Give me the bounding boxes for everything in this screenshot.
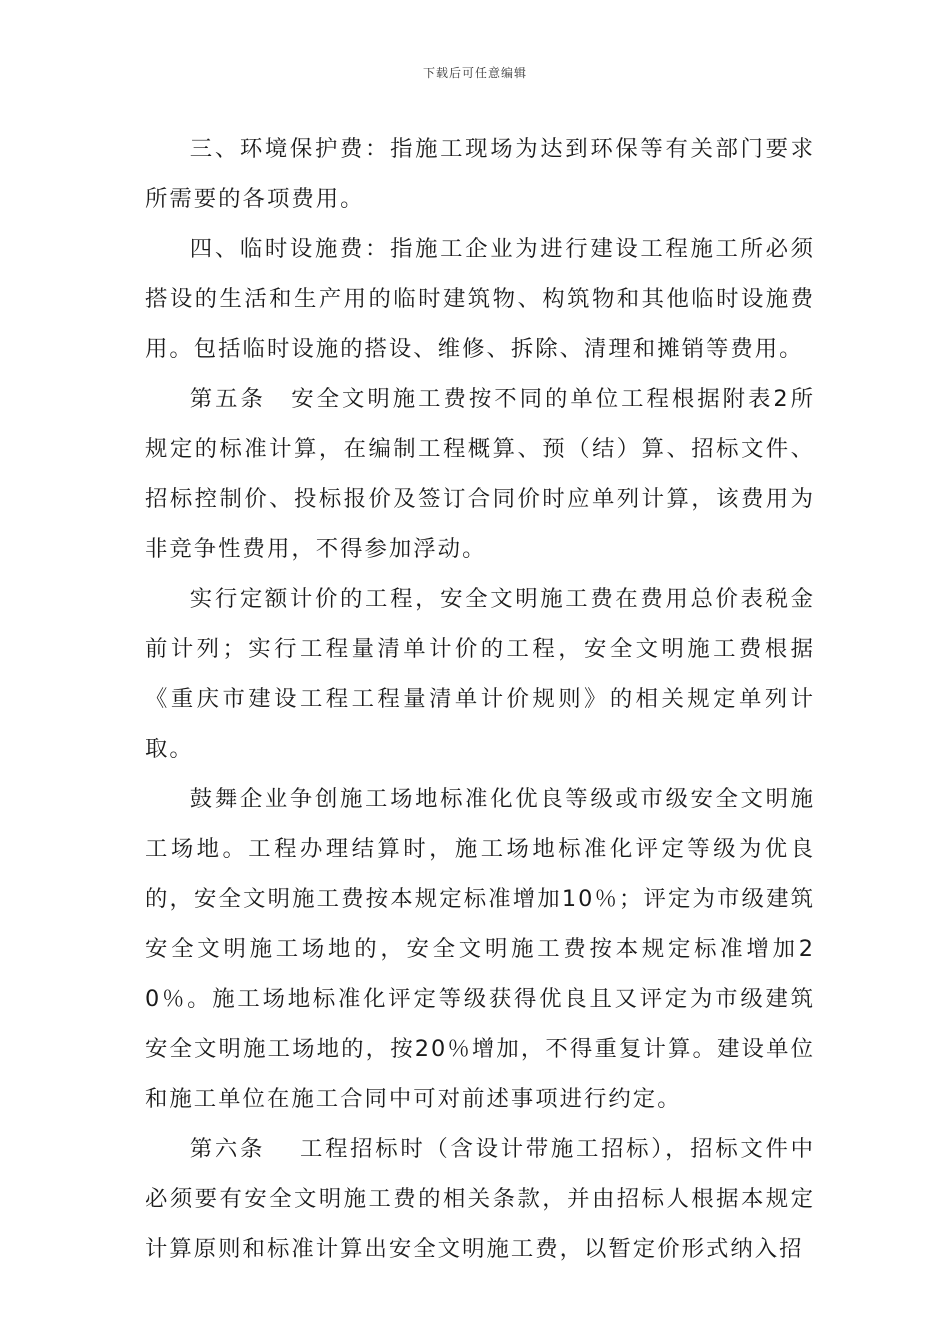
page-header-note: 下载后可任意编辑 bbox=[422, 66, 527, 80]
paragraph-article-six: 第六条 工程招标时（含设计带施工招标），招标文件中必须要有安全文明施工费的相关条款，并由招标人根据本规定计算原则和标准计算出安全文明施工费，以暂定价形式纳入招 bbox=[145, 1136, 815, 1262]
paragraph-environmental-fee: 三、环境保护费：指施工现场为达到环保等有关部门要求所需要的各项费用。 bbox=[145, 136, 815, 212]
document-body bbox=[145, 124, 815, 1274]
paragraph-temporary-facilities-fee: 四、临时设施费：指施工企业为进行建设工程施工所必须搭设的生活和生产用的临时建筑物、构筑物和其他临时设施费用。包括临时设施的搭设、维修、拆除、清理和摊销等费用。 bbox=[145, 236, 815, 362]
paragraph-article-five: 第五条 安全文明施工费按不同的单位工程根据附表2所规定的标准计算，在编制工程概算、预（结）算、招标文件、招标控制价、投标报价及签订合同价时应单列计算，该费用为非竞争性费用，不得参加浮动。 bbox=[145, 386, 815, 562]
paragraph-pricing-method: 实行定额计价的工程，安全文明施工费在费用总价表税金前计列；实行工程量清单计价的工程，安全文明施工费根据《重庆市建设工程工程量清单计价规则》的相关规定单列计取。 bbox=[145, 586, 815, 762]
paragraph-standardization-incentive: 鼓舞企业争创施工场地标准化优良等级或市级安全文明施工场地。工程办理结算时，施工场地标准化评定等级为优良的，安全文明施工费按本规定标准增加10％；评定为市级建筑安全文明施工场地的，安全文明施工费按本规定标准增加20％。施工场地标准化评定等级获得优良且又评定为市级建筑安全文明施工场地的，按20％增加，不得重复计算。建设单位和施工单位在施工合同中可对前述事项进行约定。 bbox=[145, 786, 815, 1112]
